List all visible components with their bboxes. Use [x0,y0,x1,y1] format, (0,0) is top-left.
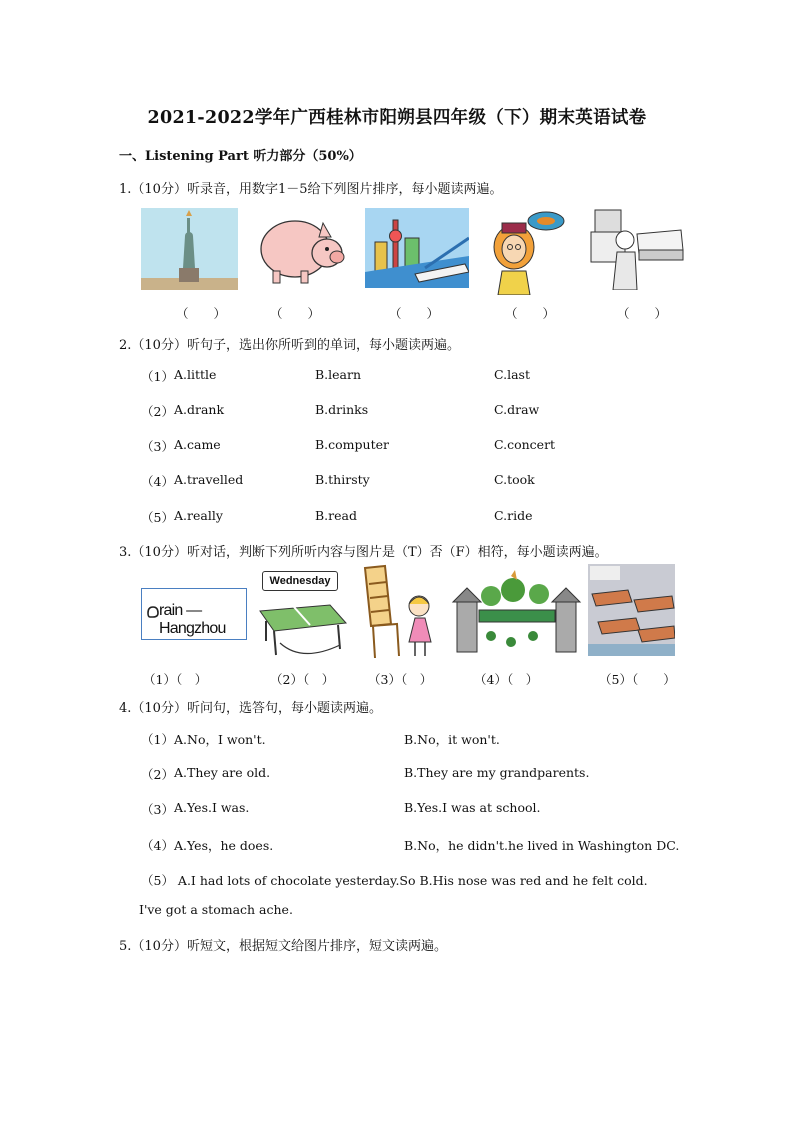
q4-row-1-option-a[interactable]: A.No，I won't. [174,732,266,747]
ping-pong-table-image [256,569,348,661]
q2-row-1-number: （1） [141,369,174,384]
q2-row-5-option-b[interactable]: B.read [315,508,357,523]
question-5-stem: 5.（10分）听短文，根据短文给图片排序，短文读两遍。 [119,939,447,954]
q4-row-5[interactable]: （5） A.I had lots of chocolate yesterday.So B.His nose was red and he felt cold. [141,873,648,888]
zoo-gate-image [451,570,582,662]
q1-blank-2[interactable]: （ ） [270,306,321,321]
q2-row-1-option-c[interactable]: C.last [494,367,530,382]
q4-row-1-option-b[interactable]: B.No，it won't. [404,732,500,747]
q3-blank-3[interactable]: （3）（ ） [368,672,433,687]
statue-of-liberty-image [141,208,238,290]
wednesday-sign: Wednesday [262,571,338,591]
q2-row-3-option-a[interactable]: A.came [174,437,221,452]
q3-blank-5[interactable]: （5）（ ） [599,672,676,687]
q1-blank-3[interactable]: （ ） [389,306,440,321]
q3-blank-1[interactable]: （1）（ ） [143,672,208,687]
section-heading: 一、Listening Part 听力部分（50%） [119,149,362,164]
q2-row-3-number: （3） [141,439,174,454]
q2-row-5-option-a[interactable]: A.really [174,508,223,523]
q2-row-3-option-c[interactable]: C.concert [494,437,556,452]
rain-label: rain — Hangzhou [159,602,226,637]
q2-row-1-option-a[interactable]: A.little [174,367,217,382]
q2-row-5-option-c[interactable]: C.ride [494,508,533,523]
woman-cooking-image [484,207,572,295]
q4-row-3-option-b[interactable]: B.Yes.I was at school. [404,800,541,815]
pig-image [253,207,348,287]
q4-row-1-number: （1） [141,732,174,747]
cloud-icon [146,603,160,623]
q2-row-4-option-c[interactable]: C.took [494,472,535,487]
q2-row-4-number: （4） [141,474,174,489]
q2-row-5-number: （5） [141,510,174,525]
question-2-stem: 2.（10分）听句子，选出你所听到的单词，每小题读两遍。 [119,338,460,353]
q1-blank-4[interactable]: （ ） [505,306,556,321]
q2-row-2-option-b[interactable]: B.drinks [315,402,369,417]
question-1-stem: 1.（10分）听录音，用数字1－5给下列图片排序，每小题读两遍。 [119,182,503,197]
q4-row-2-number: （2） [141,767,174,782]
girl-chair-image [357,564,443,660]
page-title: 2021-2022学年广西桂林市阳朔县四年级（下）期末英语试卷 [147,108,647,128]
q2-row-2-option-a[interactable]: A.drank [174,402,225,417]
q1-blank-5[interactable]: （ ） [617,306,668,321]
q3-blank-4[interactable]: （4）（ ） [474,672,539,687]
q3-blank-2[interactable]: （2）（ ） [270,672,335,687]
q4-row-4-option-b[interactable]: B.No，he didn't.he lived in Washington DC. [404,838,680,853]
q2-row-2-option-c[interactable]: C.draw [494,402,540,417]
city-train-image [365,208,469,288]
q2-row-4-option-a[interactable]: A.travelled [174,472,244,487]
q2-row-4-option-b[interactable]: B.thirsty [315,472,370,487]
q2-row-1-option-b[interactable]: B.learn [315,367,362,382]
q1-blank-1[interactable]: （ ） [176,306,227,321]
q4-row-4-option-a[interactable]: A.Yes，he does. [174,838,274,853]
q4-row-4-number: （4） [141,838,174,853]
bedroom-boy-image [587,206,685,290]
q4-row-3-number: （3） [141,802,174,817]
q4-row-2-option-b[interactable]: B.They are my grandparents. [404,765,590,780]
rain-hangzhou-image [141,588,247,640]
question-3-stem: 3.（10分）听对话，判断下列所听内容与图片是（T）否（F）相符，每小题读两遍。 [119,545,608,560]
classroom-image [588,564,675,656]
q2-row-2-number: （2） [141,404,174,419]
q2-row-3-option-b[interactable]: B.computer [315,437,389,452]
q4-row-2-option-a[interactable]: A.They are old. [174,765,271,780]
question-4-stem: 4.（10分）听问句，选答句，每小题读两遍。 [119,701,382,716]
q4-row-3-option-a[interactable]: A.Yes.I was. [174,800,250,815]
q4-row-5-continued[interactable]: I've got a stomach ache. [139,902,293,917]
